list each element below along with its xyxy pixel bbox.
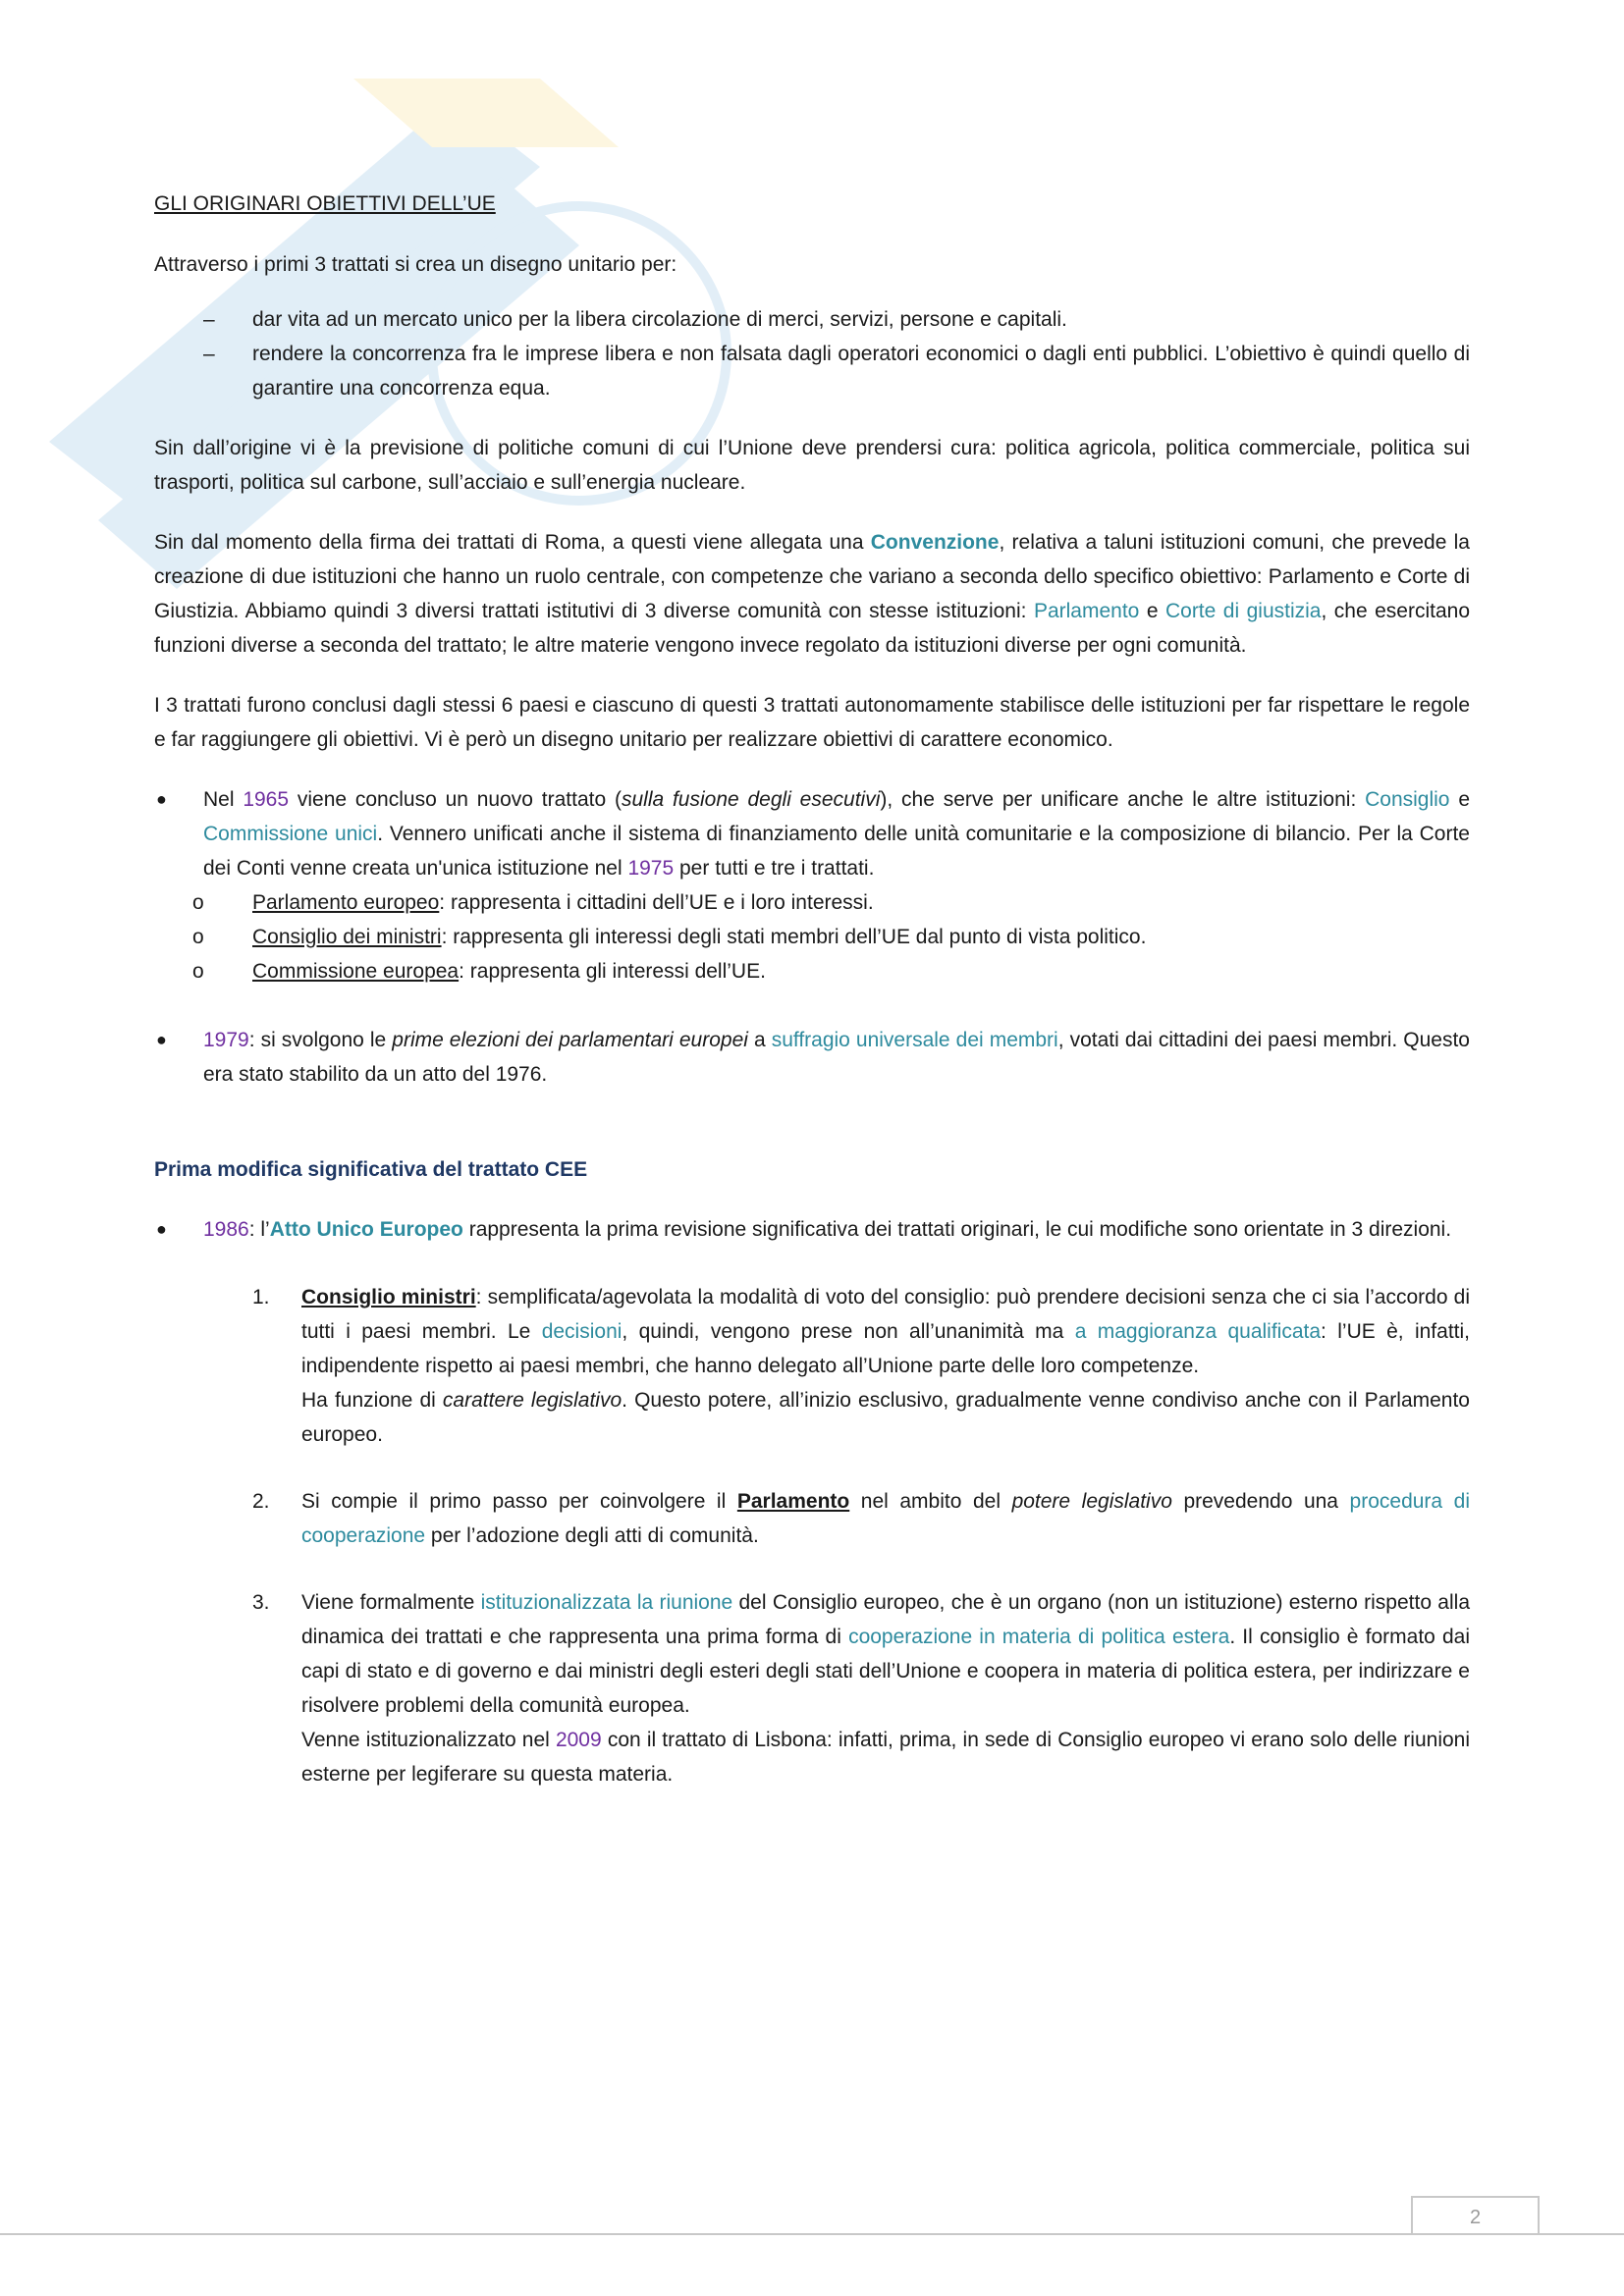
list-item-1986: ● 1986: l’Atto Unico Europeo rappresenta la prima revisione significativa dei trattati originari, le cui modifiche sono orientate in 3 direzioni. [156, 1218, 1452, 1241]
footer-rule [0, 2233, 1624, 2235]
list-item: o Parlamento europeo: rappresenta i cittadini dell’UE e i loro interessi. [192, 891, 874, 914]
timeline-list-1986 [154, 1212, 1470, 1247]
objectives-list [154, 302, 1470, 405]
numbered-item-2: 2. Si compie il primo passo per coinvolgere il Parlamento nel ambito del potere legislativo prevedendo una procedura di cooperazione per l’adozione degli atti di comunità. [252, 1490, 1471, 1547]
list-item-1965: ● Nel 1965 viene concluso un nuovo trattato (sulla fusione degli esecutivi), che serve per unificare anche le altre istituzioni: Consiglio e Commissione unici. Vennero unificati anche il sistema di finanziamento delle unità comunitarie e la composizione di bilancio. Per la Corte dei Conti venne creata un'unica istituzione nel 1975 per tutti e tre i trattati. o Parlamento europeo: rappresenta i cittadini dell’UE e i loro interessi. o Consiglio dei ministri: rappresenta gli interessi degli stati membri dell’UE dal punto di vista politico. o Commissione europea: rappresenta gli interessi dell’UE. [154, 782, 1470, 988]
page-number: 2 [1411, 2196, 1540, 2235]
numbered-item-3: 3. Viene formalmente istituzionalizzata la riunione del Consiglio europeo, che è un organo (non un istituzione) esterno rispetto alla dinamica dei trattati e che rappresenta una prima forma di cooperazione in materia di politica estera. Il consiglio è formato dai capi di stato e di governo e dai ministri degli esteri degli stati dell’Unione e coopera in materia di politica estera, per indirizzare e risolvere problemi della comunità europea. Venne istituzionalizzato nel 2009 con il trattato di Lisbona: infatti, prima, in sede di Consiglio europeo vi erano solo delle riunioni esterne per legiferare su questa materia. [252, 1591, 1471, 1786]
list-item: – rendere la concorrenza fra le imprese libera e non falsata dagli operatori economici o dagli enti pubblici. L’obiettivo è quindi quello di garantire una concorrenza equa. [203, 343, 1470, 400]
timeline-list-1979 [154, 1023, 1470, 1092]
section-title: Prima modifica significativa del trattato CEE [154, 1158, 588, 1181]
timeline-list-1965 [154, 782, 1470, 988]
paragraph-politiche: Sin dall’origine vi è la previsione di politiche comuni di cui l’Unione deve prendersi cura: politica agricola, politica commerciale, politica sui trasporti, politica sul carbone, sull’acciaio e sull’energia nucleare. [154, 437, 1470, 494]
page-heading: GLI ORIGINARI OBIETTIVI DELL’UE [154, 192, 496, 215]
paragraph-roma: Sin dal momento della firma dei trattati di Roma, a questi viene allegata una Convenzione, relativa a taluni istituzioni comuni, che prevede la creazione di due istituzioni che hanno un ruolo centrale, con competenze che variano a seconda dello specifico obiettivo: Parlamento e Corte di Giustizia. Abbiamo quindi 3 diversi trattati istitutivi di 3 diverse comunità con stesse istituzioni: Parlamento e Corte di giustizia, che esercitano funzioni diverse a seconda del trattato; le altre materie vengono invece regolato da istituzioni diverse per ogni comunità. [154, 531, 1471, 657]
intro-paragraph: Attraverso i primi 3 trattati si crea un disegno unitario per: [154, 253, 677, 276]
list-item-1979: ● 1979: si svolgono le prime elezioni dei parlamentari europei a suffragio universale dei membri, votati dai cittadini dei paesi membri. Questo era stato stabilito da un atto del 1976. [156, 1029, 1470, 1086]
list-item: o Commissione europea: rappresenta gli interessi dell’UE. [192, 960, 766, 983]
paragraph-paesi: I 3 trattati furono conclusi dagli stessi 6 paesi e ciascuno di questi 3 trattati autonomamente stabilisce delle istituzioni per far rispettare le regole e far raggiungere gli obiettivi. Vi è però un disegno unitario per realizzare obiettivi di carattere economico. [154, 694, 1470, 751]
numbered-item-1: 1. Consiglio ministri: semplificata/agevolata la modalità di voto del consiglio: può prendere decisioni senza che ci sia l’accordo di tutti i paesi membri. Le decisioni, quindi, vengono prese non all’unanimità ma a maggioranza qualificata: l’UE è, infatti, indipendente rispetto ai paesi membri, che hanno delegato all’Unione parte delle loro competenze. Ha funzione di carattere legislativo. Questo potere, all’inizio esclusivo, gradualmente venne condiviso anche con il Parlamento europeo. [252, 1286, 1471, 1446]
document-page [154, 187, 1470, 1791]
changes-list [154, 1280, 1470, 1791]
institutions-list [154, 885, 1470, 988]
list-item: – dar vita ad un mercato unico per la libera circolazione di merci, servizi, persone e capitali. [203, 308, 1067, 331]
list-item: o Consiglio dei ministri: rappresenta gli interessi degli stati membri dell’UE dal punto di vista politico. [192, 926, 1147, 948]
